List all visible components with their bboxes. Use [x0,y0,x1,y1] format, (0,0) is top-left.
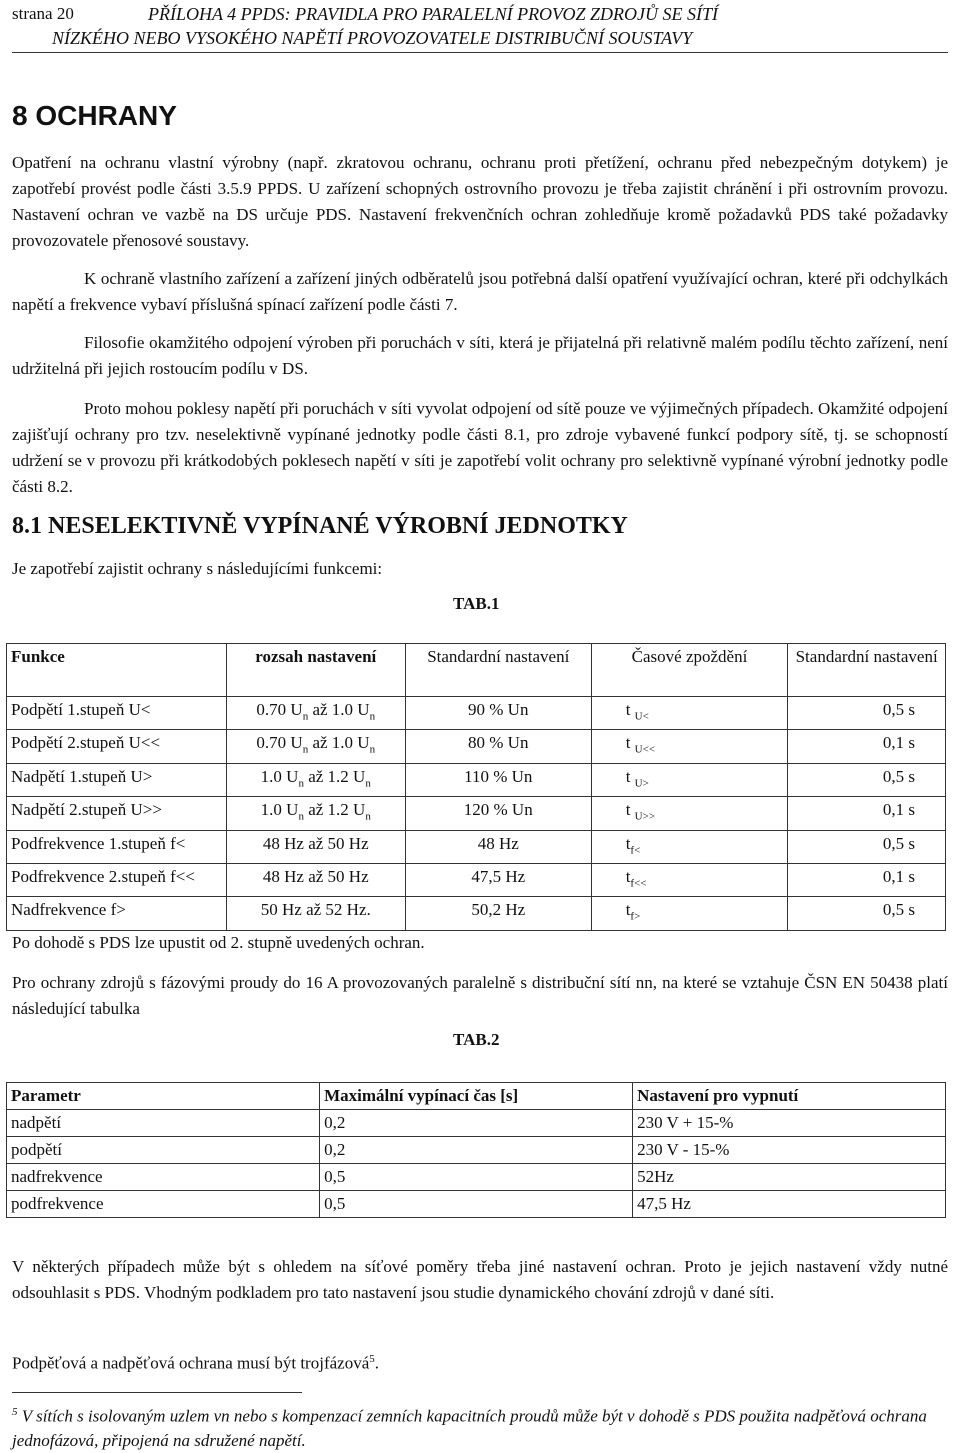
table-row [7,830,946,863]
table-row [7,1137,946,1164]
header-cell: Nastavení pro vypnutí [633,1083,946,1110]
delay-symbol-cell: t $_{U<<}$ [591,730,788,763]
after-table-note-2: Pro ochrany zdrojů s fázovými proudy do 16 A provozovaných paralelně s distribuční sítí nn, na které se vztahuje ČSN EN 50438 platí následující tabulka [12,973,948,1018]
page-header [12,4,948,52]
std-cell: 120 % Un [405,797,591,830]
delay-value-cell: 0,5 s [788,763,946,796]
table-cell: 230 V + 15-% [633,1110,946,1137]
table-row [7,1191,946,1218]
std-cell: 50,2 Hz [405,897,591,930]
table-row [7,1110,946,1137]
range-cell: 1.0 $U_n$ až 1.2 $U_n$ [226,797,405,830]
std-cell: 47,5 Hz [405,863,591,896]
delay-symbol-cell: $t_{f>}$ [591,897,788,930]
header-cell: Standardní nastavení [405,644,591,697]
std-cell: 110 % Un [405,763,591,796]
table-cell: nadpětí [7,1110,320,1137]
func-cell: Podfrekvence 2.stupeň f<< [7,863,227,896]
func-cell: Podpětí 2.stupeň U<< [7,730,227,763]
delay-value-cell: 0,5 s [788,697,946,730]
footnote-rule [12,1392,302,1393]
footnote-mark: 5 [12,1406,18,1418]
delay-symbol-cell: t $_{U>>}$ [591,797,788,830]
delay-value-cell: 0,1 s [788,797,946,830]
table-row [7,1164,946,1191]
table-cell: 0,5 [320,1164,633,1191]
delay-value-cell: 0,5 s [788,830,946,863]
table-header-row [7,1083,946,1110]
header-cell: Standardní nastavení [788,644,946,697]
func-cell: Nadpětí 1.stupeň U> [7,763,227,796]
table-header-row [7,644,946,697]
func-cell: Podpětí 1.stupeň U< [7,697,227,730]
section-heading-8: 8 OCHRANY [12,100,177,131]
delay-symbol-cell: $t_{f<<}$ [591,863,788,896]
table-row [7,730,946,763]
delay-value-cell: 0,1 s [788,863,946,896]
intro-text: Je zapotřebí zajistit ochrany s následujícími funkcemi: [12,559,383,578]
header-cell: Parametr [7,1083,320,1110]
delay-symbol-cell: t $_{U>}$ [591,763,788,796]
table-cell: 47,5 Hz [633,1191,946,1218]
header-rule [12,52,948,53]
table-row [7,797,946,830]
std-cell: 90 % Un [405,697,591,730]
delay-value-cell: 0,5 s [788,897,946,930]
after-table-note-1: Po dohodě s PDS lze upustit od 2. stupně uvedených ochran. [12,933,425,952]
table-row [7,863,946,896]
header-cell: Časové zpoždění [591,644,788,697]
header-cell: Funkce [7,644,227,697]
table-cell: 0,5 [320,1191,633,1218]
table-cell: 52Hz [633,1164,946,1191]
header-title-line1: PŘÍLOHA 4 PPDS: PRAVIDLA PRO PARALELNÍ PROVOZ ZDROJŮ SE SÍTÍ [148,4,719,24]
std-cell: 48 Hz [405,830,591,863]
closing-paragraph-2: Podpěťová a nadpěťová ochrana musí být trojfázová$^5$. [12,1353,379,1373]
delay-value-cell: 0,1 s [788,730,946,763]
low-voltage-table [6,1082,946,1218]
header-cell: rozsah nastavení [226,644,405,697]
paragraph-2: K ochraně vlastního zařízení a zařízení jiných odběratelů jsou potřebná další opatření využívající ochran, které při odchylkách napětí a frekvence vybaví příslušná spínací zařízení podle části 7. [12,269,948,314]
protection-settings-table [6,643,946,931]
delay-symbol-cell: t $_{U<}$ [591,697,788,730]
page-number: strana 20 [12,4,74,23]
range-cell: 48 Hz až 50 Hz [226,830,405,863]
table-cell: 0,2 [320,1137,633,1164]
range-cell: 48 Hz až 50 Hz [226,863,405,896]
table-cell: podfrekvence [7,1191,320,1218]
table-row [7,897,946,930]
func-cell: Nadfrekvence f> [7,897,227,930]
paragraph-4: Proto mohou poklesy napětí při poruchách v síti vyvolat odpojení od sítě pouze ve výjimečných případech. Okamžité odpojení zajišťují ochrany pro tzv. neselektivně vypínané jednotky podle části 8.1, pro zdroje vybavené funkcí podpory sítě, tj. se schopností udržení se v provozu při krátkodobých poklesech napětí v síti je zapotřebí volit ochrany pro selektivně vypínané výrobní jednotky podle části 8.2. [12,399,948,496]
range-cell: 0.70 $U_n$ až 1.0 $U_n$ [226,697,405,730]
footnote-ref: 5 [369,1353,375,1365]
delay-symbol-cell: $t_{f<}$ [591,830,788,863]
section-heading-8-1: 8.1 NESELEKTIVNĚ VYPÍNANÉ VÝROBNÍ JEDNOTKY [12,513,628,539]
table-row [7,697,946,730]
func-cell: Podfrekvence 1.stupeň f< [7,830,227,863]
range-cell: 50 Hz až 52 Hz. [226,897,405,930]
func-cell: Nadpětí 2.stupeň U>> [7,797,227,830]
table-cell: nadfrekvence [7,1164,320,1191]
table-row [7,763,946,796]
range-cell: 1.0 $U_n$ až 1.2 $U_n$ [226,763,405,796]
header-cell: Maximální vypínací čas [s] [320,1083,633,1110]
range-cell: 0.70 $U_n$ až 1.0 $U_n$ [226,730,405,763]
table2-caption: TAB.2 [453,1030,500,1049]
table-cell: 230 V - 15-% [633,1137,946,1164]
header-title-line2: NÍZKÉHO NEBO VYSOKÉHO NAPĚTÍ PROVOZOVATELE DISTRIBUČNÍ SOUSTAVY [52,28,693,48]
table1-caption: TAB.1 [453,594,500,613]
footnote: $^5$ V sítích s isolovaným uzlem vn nebo s kompenzací zemních kapacitních proudů může být v dohodě s PDS použita nadpěťová ochrana jednofázová, připojená na sdružené napětí. [12,1406,927,1450]
std-cell: 80 % Un [405,730,591,763]
table-cell: podpětí [7,1137,320,1164]
closing-paragraph-1: V některých případech může být s ohledem na síťové poměry třeba jiné nastavení ochran. Proto je jejich nastavení vždy nutné odsouhlasit s PDS. Vhodným podkladem pro tato nastavení jsou studie dynamického chování zdrojů v dané síti. [12,1257,948,1302]
table-cell: 0,2 [320,1110,633,1137]
paragraph-1: Opatření na ochranu vlastní výrobny (např. zkratovou ochranu, ochranu proti přetížení, ochranu před nebezpečným dotykem) je zapotřebí provést podle části 3.5.9 PPDS. U zařízení schopných ostrovního provozu je třeba zajistit chránění i při ostrovním provozu. Nastavení ochran ve vazbě na DS určuje PDS. Nastavení frekvenčních ochran zohledňuje kromě požadavků PDS také požadavky provozovatele přenosové soustavy. [12,153,948,250]
paragraph-3: Filosofie okamžitého odpojení výroben při poruchách v síti, která je přijatelná při relativně malém podílu těchto zařízení, není udržitelná při jejich rostoucím podílu v DS. [12,333,948,378]
